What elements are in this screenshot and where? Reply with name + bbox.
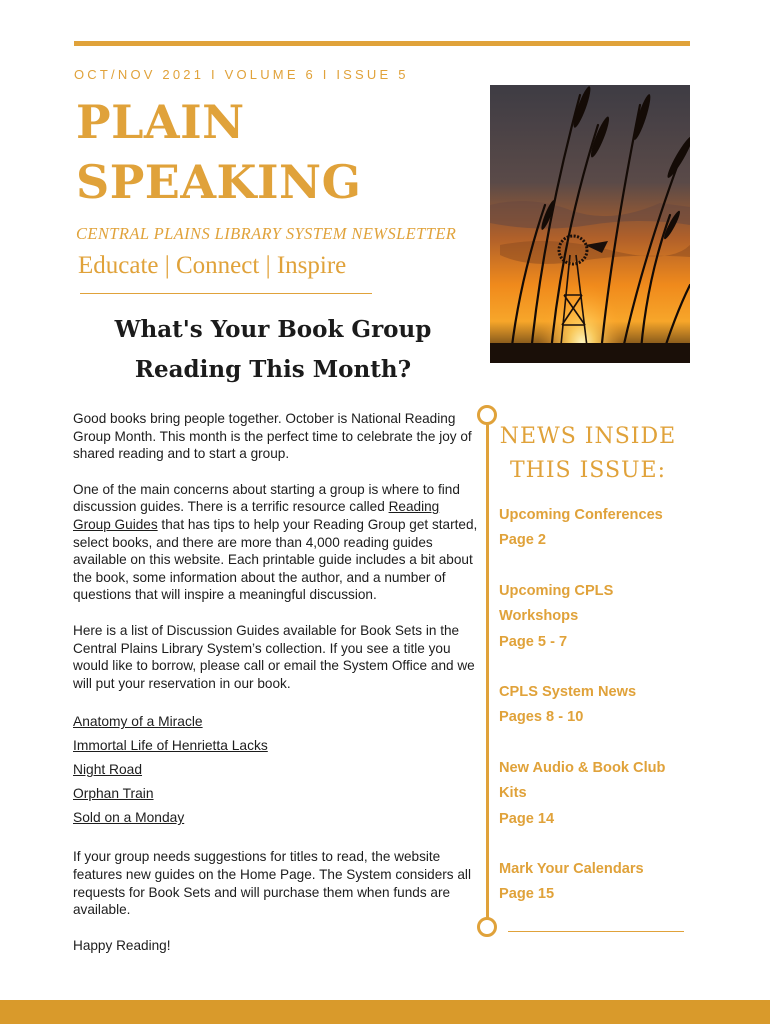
news-item-page: Page 5 - 7: [499, 633, 568, 650]
paragraph-suggestions: If your group needs suggestions for titles to read, the website features new guides on the Home Page. The System considers all requests for Book Sets and will purchase them when funds are available.: [73, 849, 471, 918]
news-item-title: CPLS System News: [499, 684, 637, 701]
paragraph-text: that has tips to help your Reading Group get started, select books, and there are more than 4,000 reading guides available on this website. Each printable guide includes a bit about the book, some information about the author, and a number of questions that will inspire a meaningful discussion.: [73, 516, 478, 603]
news-item-title: Upcoming CPLS: [499, 582, 614, 599]
title-line-2: SPEAKING: [76, 155, 362, 209]
news-item-calendars[interactable]: [499, 857, 689, 908]
list-item: [73, 734, 479, 758]
book-list: [73, 710, 479, 830]
news-item-page: Page 2: [499, 532, 547, 549]
headline-line-2: Reading This Month?: [134, 356, 412, 383]
sidebar-timeline-line: [486, 418, 489, 930]
news-item-title-cont: Workshops: [499, 608, 579, 625]
signoff: Happy Reading!: [73, 937, 171, 953]
windmill-sunset-photo: [490, 85, 690, 363]
reading-group-guides-link[interactable]: Reading Group Guides: [73, 499, 440, 532]
newsletter-subtitle: CENTRAL PLAINS LIBRARY SYSTEM NEWSLETTER: [76, 224, 457, 243]
book-link[interactable]: Anatomy of a Miracle: [73, 714, 203, 730]
list-item: [73, 782, 479, 806]
paragraph-book-sets: Here is a list of Discussion Guides available for Book Sets in the Central Plains Library System’s collection. If you see a title you would like to borrow, please call or email the System Office and we will put your reservation in our book.: [73, 622, 475, 691]
paragraph-intro: Good books bring people together. October is National Reading Group Month. This month is the perfect time to celebrate the joy of shared reading and to start a group.: [73, 411, 472, 462]
paragraph-discussion-guides: [73, 481, 479, 604]
news-item-page: Page 15: [499, 886, 555, 903]
list-item: [73, 806, 479, 830]
title-line-1: PLAIN: [76, 95, 245, 149]
news-item-page: Pages 8 - 10: [499, 709, 584, 726]
news-heading-line-2: THIS ISSUE:: [509, 458, 667, 483]
book-link[interactable]: Orphan Train: [73, 786, 154, 802]
book-link[interactable]: Immortal Life of Henrietta Lacks: [73, 738, 268, 754]
news-heading-line-1: NEWS INSIDE: [499, 424, 677, 449]
news-item-title: Upcoming Conferences: [499, 507, 663, 523]
newsletter-title: [76, 92, 361, 212]
news-inside-heading: [494, 420, 682, 488]
book-link[interactable]: Sold on a Monday: [73, 810, 185, 826]
news-item-title-cont: Kits: [499, 785, 527, 802]
list-item: [73, 758, 479, 782]
tagline: Educate | Connect | Inspire: [78, 252, 347, 279]
tagline-divider: [80, 293, 372, 294]
issue-info: OCT/NOV 2021 I VOLUME 6 I ISSUE 5: [74, 67, 409, 82]
news-item-system-news[interactable]: [499, 680, 689, 731]
news-item-page: Page 14: [499, 810, 555, 827]
book-link[interactable]: Night Road: [73, 762, 143, 778]
news-item-title: Mark Your Calendars: [499, 861, 644, 878]
headline-line-1: What's Your Book Group: [114, 316, 432, 343]
footer-bar: [0, 1000, 770, 1024]
top-rule: [74, 41, 690, 46]
article-headline: [100, 310, 446, 390]
news-item-audio-kits[interactable]: [499, 756, 689, 832]
news-item-workshops[interactable]: [499, 579, 689, 655]
timeline-dot-bottom: [477, 917, 497, 937]
news-item-title: New Audio & Book Club: [499, 759, 666, 776]
list-item: [73, 710, 479, 734]
news-list: [499, 503, 689, 933]
paragraph-text: One of the main concerns about starting a group is where to find discussion guides. There is a terrific resource called: [73, 481, 460, 515]
article-body: [73, 410, 479, 972]
news-item-conferences[interactable]: [499, 503, 689, 554]
